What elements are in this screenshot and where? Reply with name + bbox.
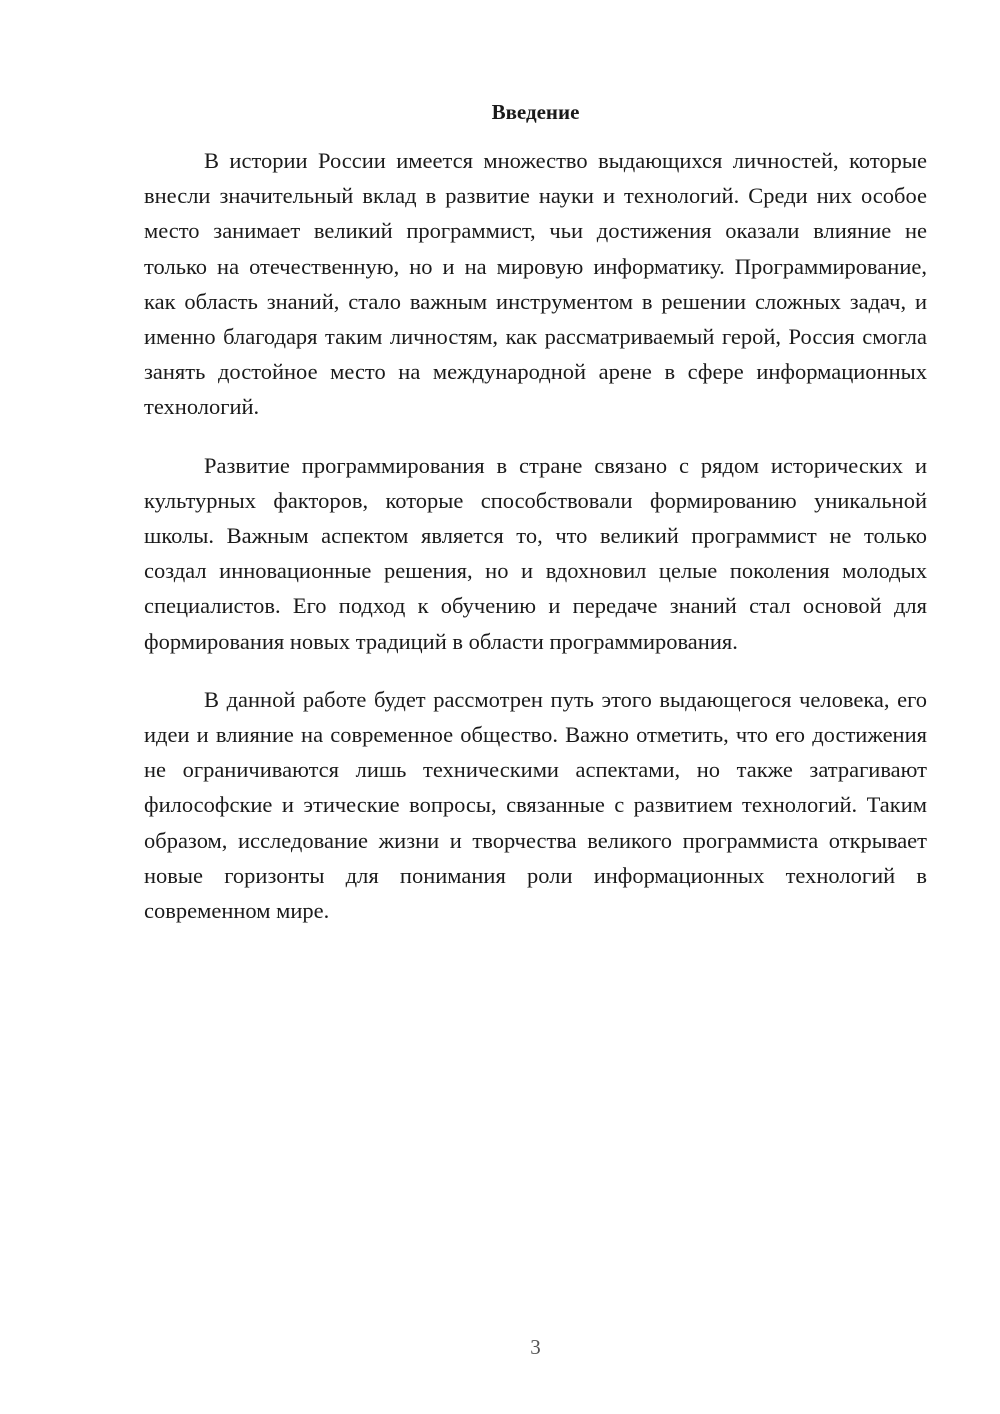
page-number: 3 (530, 1335, 541, 1359)
body-text (144, 143, 927, 951)
paragraph-3: В данной работе будет рассмотрен путь этого выдающегося человека, его идеи и влияние на современное общество. Важно отметить, что его достижения не ограничиваются лишь техническими аспектами, но также затрагивают философские и этические вопросы, связанные с развитием технологий. Таким образом, исследование жизни и творчества великого программиста открывает новые горизонты для понимания роли информационных технологий в современном мире. (144, 686, 927, 924)
paragraph-1: В истории России имеется множество выдающихся личностей, которые внесли значительный вклад в развитие науки и технологий. Среди них особое место занимает великий программист, чьи достижения оказали влияние не только на отечественную, но и на мировую информатику. Программирование, как область знаний, стало важным инструментом в решении сложных задач, и именно благодаря таким личностям, как рассматриваемый герой, Россия смогла занять достойное место на международной арене в сфере информационных технологий. (144, 148, 927, 420)
paragraph-2: Развитие программирования в стране связано с рядом исторических и культурных факторов, которые способствовали формированию уникальной школы. Важным аспектом является то, что великий программист не только создал инновационные решения, но и вдохновил целые поколения молодых специалистов. Его подход к обучению и передаче знаний стал основой для формирования новых традиций в области программирования. (144, 452, 927, 654)
section-heading: Введение (491, 100, 580, 124)
